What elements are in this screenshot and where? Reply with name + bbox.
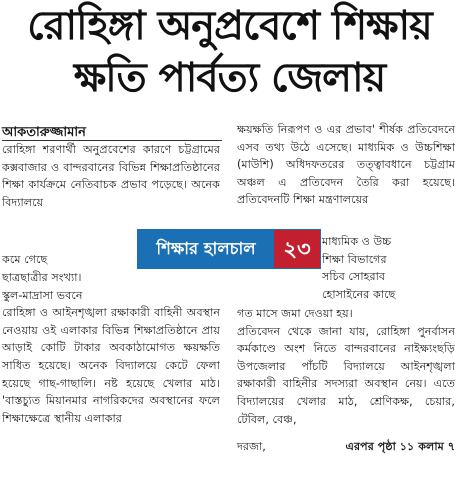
byline (2, 121, 222, 141)
series-number: ২৩ (274, 230, 320, 268)
right-wrap-line-3: সচিব সোহরাব (322, 270, 386, 284)
right-paragraph-2: প্রতিবেদন থেকে জানা যায়, রোহিঙ্গা পুনর্বাসন কর্মকাণ্ডে অংশ নিতে বান্দরবানের নাইক্ষ্যংছড়ি উপজেলার পাঁচটি বিদ্যালয়ে আইনশৃঙ্খলা রক্ষাকারী বাহিনীর সদস্যরা অবস্থান নেয়। এতে বিদ্যালয়ের খেলার মাঠ, শ্রেণিকক্ষ, চেয়ার, টেবিল, বেঞ্চ, (237, 324, 455, 426)
right-wrap-line-2: শিক্ষা বিভাগের (322, 252, 387, 266)
left-wrap-line-1: কমে গেছে (2, 253, 48, 266)
right-column-top (237, 121, 455, 231)
byline-author: আকতারুজ্জামান (2, 125, 86, 140)
headline-line-1: রোহিঙ্গা অনুপ্রবেশে শিক্ষায় (27, 3, 432, 49)
continuation-text[interactable]: এরপর পৃষ্ঠা ১১ কলাম ৭ (345, 440, 455, 453)
left-column-top (2, 141, 220, 211)
left-paragraph-2: রোহিঙ্গা ও আইনশৃঙ্খলা রক্ষাকারী বাহিনী অবস্থান নেওয়ায় ওই এলাকার বিভিন্ন শিক্ষাপ্রতিষ্ঠানে প্রায় আড়াই কোটি টাকার অবকাঠামোগত ক্ষয়ক্ষতি সাধিত হয়েছে। অনেক বিদ্যালয়ে কেটে ফেলা হয়েছে গাছ-গাছালি। নষ্ট হয়েছে খেলার মাঠ। 'বাস্তচ্যুত মিয়ানমার নাগরিকদের অবস্থানের ফলে শিক্ষাক্ষেত্রে স্থানীয় এলাকার (2, 306, 220, 425)
right-paragraph-1: ক্ষয়ক্ষতি নিরূপণ ও এর প্রভাব' শীর্ষক প্রতিবেদনে এসব তথ্য উঠে এসেছে। মাধ্যমিক ও উচ্চশিক্ষা (মাউশি) অধিদফতরের তত্ত্বাবধানে চট্টগ্রাম অঞ্চল এ প্রতিবেদন তৈরি করা হয়েছে। প্রতিবেদনটি শিক্ষা মন্ত্রণালয়ের (237, 123, 455, 207)
headline (0, 0, 459, 110)
series-label: শিক্ষার হালচাল (138, 230, 274, 268)
right-paragraph-2-end: দরজা, (237, 440, 266, 453)
left-wrap-line-2: ছাত্রছাত্রীর সংখ্যা। (2, 271, 82, 284)
right-column-wrap (322, 233, 457, 303)
left-column-mid (2, 269, 220, 427)
right-wrap-line-1: মাধ্যমিক ও উচ্চ (322, 235, 392, 248)
right-column-bottom (237, 305, 455, 428)
left-paragraph-1: রোহিঙ্গা শরণার্থী অনুপ্রবেশের কারণে চট্টগ্রামের কক্সবাজার ও বান্দরবানের বিভিন্ন শিক্ষাপ্রতিষ্ঠানের শিক্ষা কার্যক্রমে নেতিবাচক প্রভাব পড়েছে। অনেক বিদ্যালয়ে (2, 143, 220, 209)
headline-line-2: ক্ষতি পার্বত্য জেলায় (73, 55, 386, 101)
continuation-note (300, 438, 455, 456)
right-wrap-line-4: হোসাইনের কাছে (322, 287, 396, 301)
left-wrap-line-3: স্কুল-মাদ্রাসা ভবনে (2, 288, 83, 302)
left-column-wrap (2, 251, 136, 269)
right-wrap-line-5: গত মাসে জমা দেওয়া হয়। (237, 307, 353, 320)
right-last-word (237, 438, 297, 456)
series-badge (137, 229, 321, 269)
